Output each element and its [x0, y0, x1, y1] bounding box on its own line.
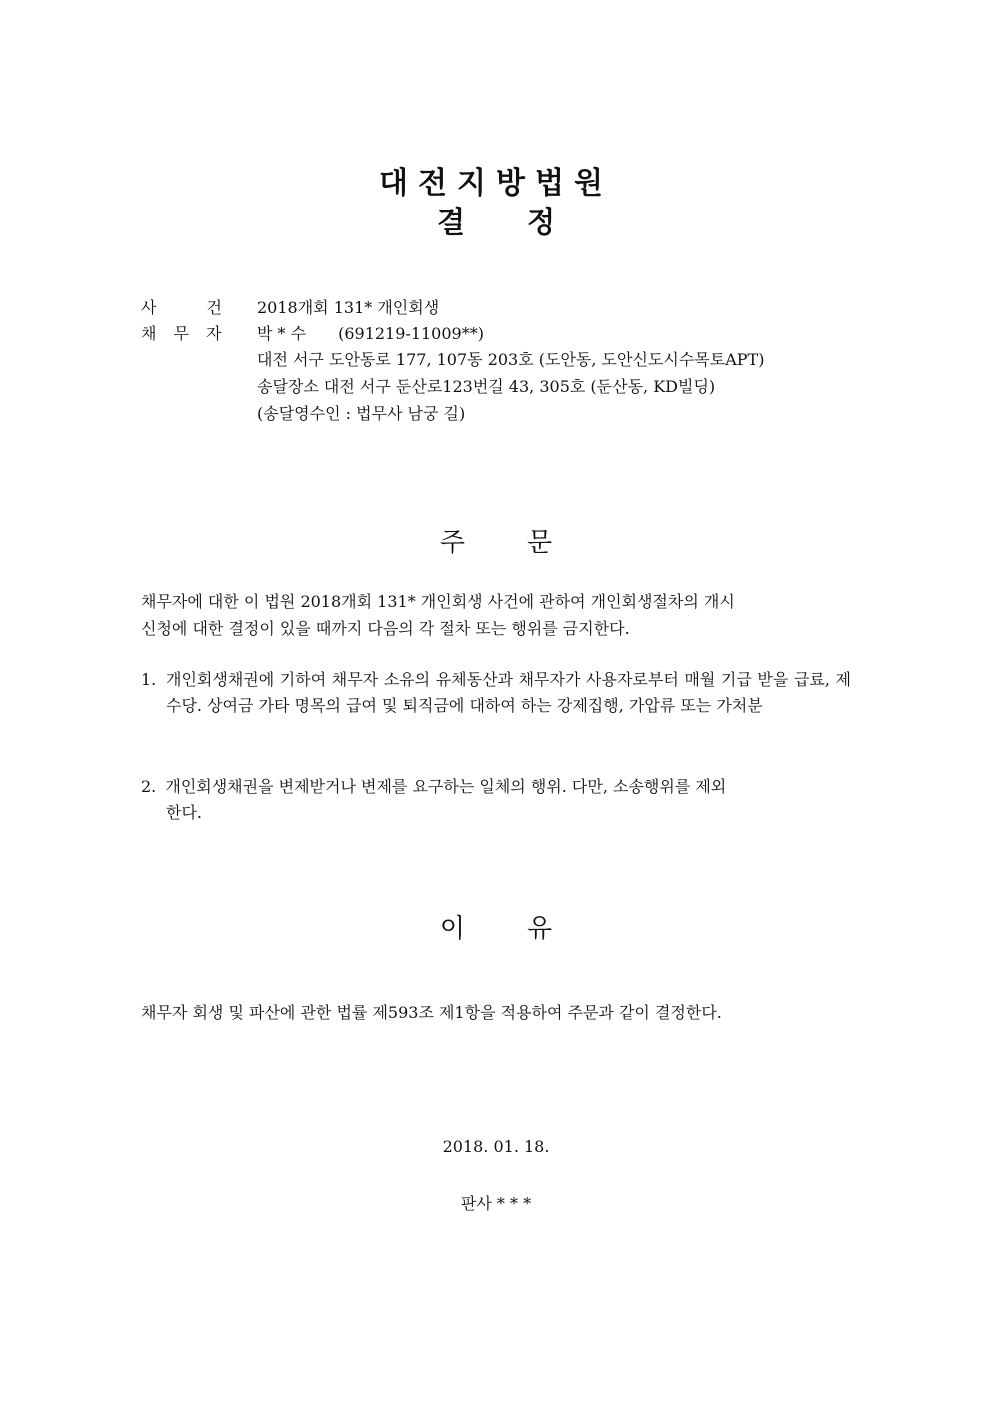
delivery-address: 송달장소 대전 서구 둔산로123번길 43, 305호 (둔산동, KD빌딩) [257, 377, 716, 396]
order-intro-line-1: 채무자에 대한 이 법원 2018개회 131* 개인회생 사건에 관하여 개인회생절차의 개시 [141, 592, 735, 611]
order-item-2-line-2: 한다. [166, 803, 202, 822]
order-item-2 [141, 777, 726, 797]
debtor-id: (691219-11009**) [338, 324, 484, 343]
case-number: 2018개회 131* 개인회생 [257, 298, 440, 317]
order-intro-line-2: 신청에 대한 결정이 있을 때까지 다음의 각 절차 또는 행위를 금지한다. [141, 619, 630, 638]
order-item-1-text: 개인회생채권에 기하여 채무자 소유의 유체동산과 채무자가 사용자로부터 매월 기급 받을 급료, 제수당. 상여금 가타 명목의 급여 및 퇴직금에 대하여 하는 강제집행, 가압류 또는 가처분 [166, 670, 851, 715]
judge-signature: 판사 * * * [460, 1194, 532, 1213]
document-title [0, 200, 992, 241]
order-item-1 [141, 667, 851, 719]
reason-text: 채무자 회생 및 파산에 관한 법률 제593조 제1항을 적용하여 주문과 같이 결정한다. [141, 1003, 722, 1022]
delivery-recipient: (송달영수인 : 법무사 남궁 길) [257, 404, 466, 423]
document-title-char-2: 정 [527, 205, 556, 239]
order-item-2-line-1: 개인회생채권을 변제받거나 변제를 요구하는 일체의 행위. 다만, 소송행위를 제외 [165, 777, 727, 796]
case-label: 사 건 [141, 298, 222, 317]
debtor-name: 박 * 수 [257, 324, 307, 343]
order-heading: 주 문 [439, 528, 553, 558]
court-name: 대전지방법원 [379, 166, 613, 201]
debtor-label: 채 무 자 [141, 324, 222, 343]
order-item-1-number: 1. [141, 670, 157, 689]
debtor-address: 대전 서구 도안동로 177, 107동 203호 (도안동, 도안신도시수목토APT) [257, 350, 765, 369]
reason-heading: 이 유 [439, 914, 553, 944]
decision-date: 2018. 01. 18. [442, 1137, 550, 1156]
order-item-2-number: 2. [141, 777, 157, 796]
document-title-char-1: 결 [436, 205, 465, 239]
debtor-row [141, 324, 484, 344]
case-row [141, 298, 439, 318]
